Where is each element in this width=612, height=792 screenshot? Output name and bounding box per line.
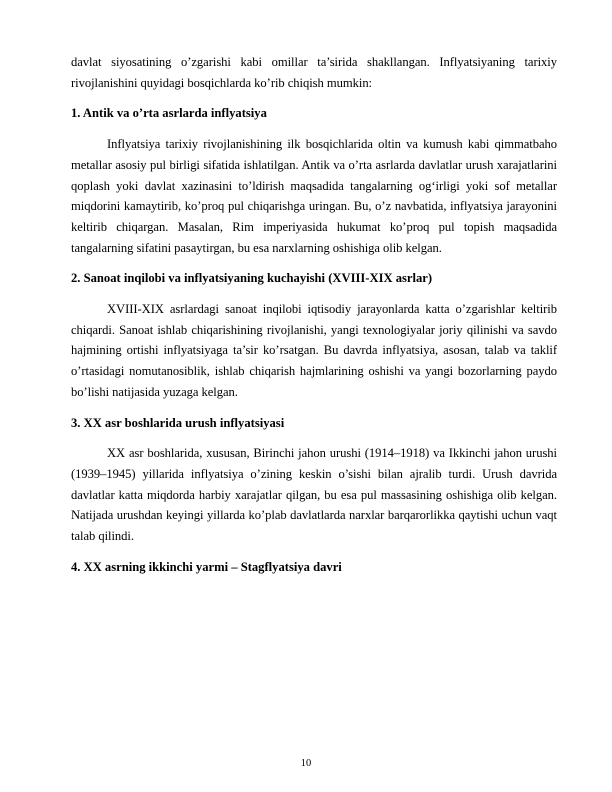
page-number: 10 [300,758,312,769]
section-heading-3: 3. XX asr boshlarida urush inflyatsiyasi [71,415,285,430]
intro-paragraph: davlat siyosatining o’zgarishi kabi omillar ta’sirida shakllangan. Inflyatsiyaning tarixiy rivojlanishini quyidagi bosqichlarda ko’rib chiqish mumkin: [71,55,557,90]
section-heading-4: 4. XX asrning ikkinchi yarmi – Stagflyatsiya davri [71,559,342,574]
section-paragraph-3: XX asr boshlarida, xususan, Birinchi jahon urushi (1914–1918) va Ikkinchi jahon urushi (1939–1945) yillarida inflyatsiya o’zining keskin o’sishi bilan ajralib turdi. Urush davrida davlatlar katta miqdorda harbiy xarajatlar qilgan, bu esa pul massasining oshishiga olib kelgan. Natijada urushdan keyingi yillarda ko’plab davlatlarda narxlar barqarorlikka qaytishi uchun vaqt talab qilindi. [71,446,557,544]
section-heading-2: 2. Sanoat inqilobi va inflyatsiyaning kuchayishi (XVIII-XIX asrlar) [71,271,433,286]
section-heading-1: 1. Antik va o’rta asrlarda inflyatsiya [71,106,267,121]
section-paragraph-1: Inflyatsiya tarixiy rivojlanishining ilk bosqichlarida oltin va kumush kabi qimmatbaho metallar asosiy pul birligi sifatida ishlatilgan. Antik va o’rta asrlarda davlatlar urush xarajatlarini qoplash yoki davlat xazinasini to’ldirish maqsadida tangalarning og‘irligi yoki sof metallar miqdorini kamaytirib, ko’proq pul chiqarishga uringan. Bu, o’z navbatida, inflyatsiya jarayonini keltirib chiqargan. Masalan, Rim imperiyasida hukumat ko’proq pul topish maqsadida tangalarning sifatini pasaytirgan, bu esa narxlarning oshishiga olib kelgan. [71,137,557,255]
page-content [71,52,557,577]
section-paragraph-2: XVIII-XIX asrlardagi sanoat inqilobi iqtisodiy jarayonlarda katta o’zgarishlar keltirib chiqardi. Sanoat ishlab chiqarishining rivojlanishi, yangi texnologiyalar joriy qilinishi va savdo hajmining ortishi inflyatsiyaga ta’sir ko’rsatgan. Bu davrda inflyatsiya, asosan, talab va taklif o’rtasidagi nomutanosiblik, ishlab chiqarish hajmlarining oshishi va yangi bozorlarning paydo bo’lishi natijasida yuzaga kelgan. [71,302,557,399]
